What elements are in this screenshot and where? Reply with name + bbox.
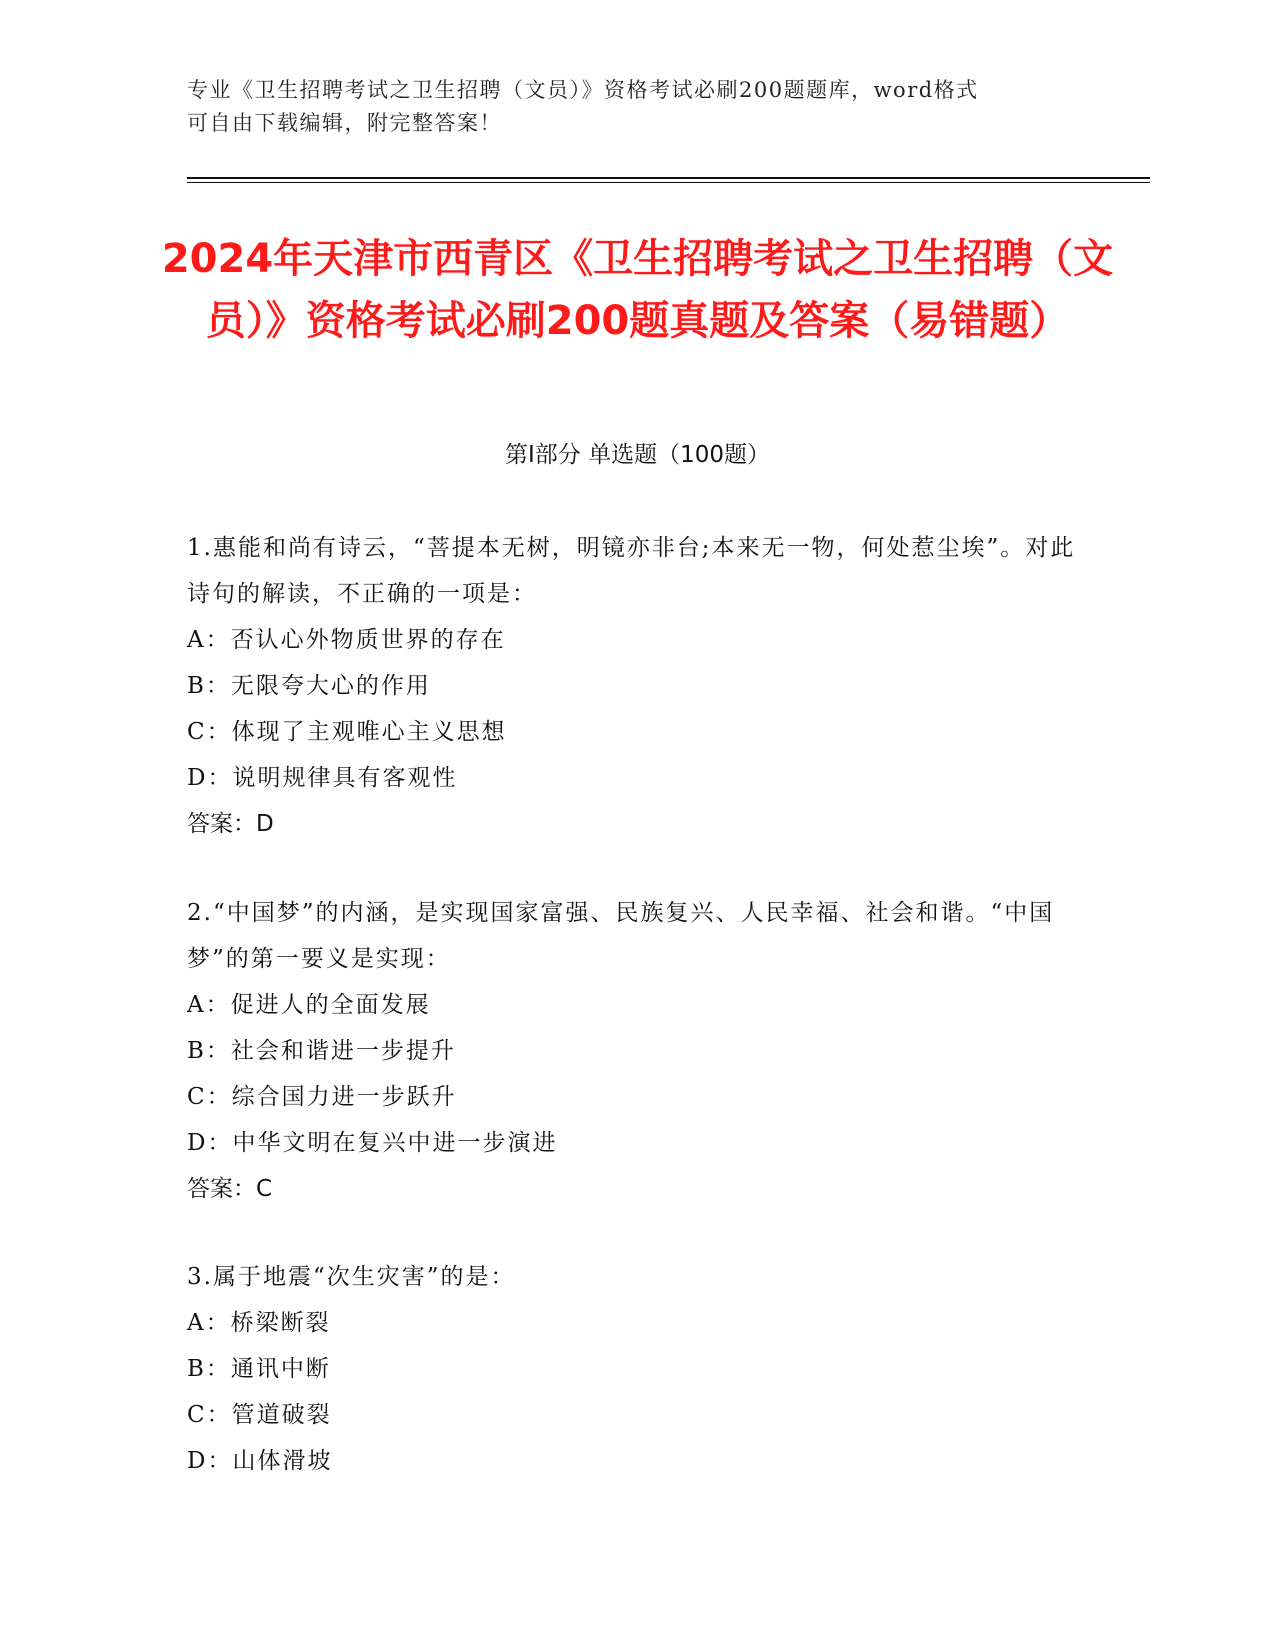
option-c: C：综合国力进一步跃升 xyxy=(187,1084,457,1110)
option-c: C：管道破裂 xyxy=(187,1402,332,1428)
section-heading: 第I部分 单选题（100题） xyxy=(505,442,770,468)
question-2 xyxy=(187,890,1087,1212)
option-d: D：说明规律具有客观性 xyxy=(187,765,458,791)
answer-label: 答案：C xyxy=(187,1176,273,1202)
option-a: A：否认心外物质世界的存在 xyxy=(187,627,506,653)
answer-label: 答案：D xyxy=(187,811,274,837)
option-b: B：通讯中断 xyxy=(187,1356,331,1382)
header-divider-thin xyxy=(187,182,1150,183)
question-stem: 2.“中国梦”的内涵，是实现国家富强、民族复兴、人民幸福、社会和谐。“中国梦”的第一要义是实现： xyxy=(187,900,1055,972)
option-a: A：桥梁断裂 xyxy=(187,1310,331,1336)
question-stem: 3.属于地震“次生灾害”的是： xyxy=(187,1264,516,1290)
option-b: B：社会和谐进一步提升 xyxy=(187,1038,456,1064)
option-c: C：体现了主观唯心主义思想 xyxy=(187,719,507,745)
option-d: D：山体滑坡 xyxy=(187,1448,333,1474)
document-title: 2024年天津市西青区《卫生招聘考试之卫生招聘（文员）》资格考试必刷200题真题及答案（易错题） xyxy=(161,236,1114,344)
header-note xyxy=(187,74,1087,140)
header-note-line-2: 可自由下载编辑，附完整答案！ xyxy=(187,111,502,135)
question-stem: 1.惠能和尚有诗云，“菩提本无树，明镜亦非台;本来无一物，何处惹尘埃”。对此诗句的解读，不正确的一项是： xyxy=(187,535,1076,607)
question-1 xyxy=(187,525,1087,847)
option-b: B：无限夸大心的作用 xyxy=(187,673,431,699)
option-d: D：中华文明在复兴中进一步演进 xyxy=(187,1130,558,1156)
header-divider-thick xyxy=(187,177,1150,179)
header-note-line-1: 专业《卫生招聘考试之卫生招聘（文员）》资格考试必刷200题题库，word格式 xyxy=(187,78,979,102)
option-a: A：促进人的全面发展 xyxy=(187,992,431,1018)
question-3 xyxy=(187,1254,1087,1484)
